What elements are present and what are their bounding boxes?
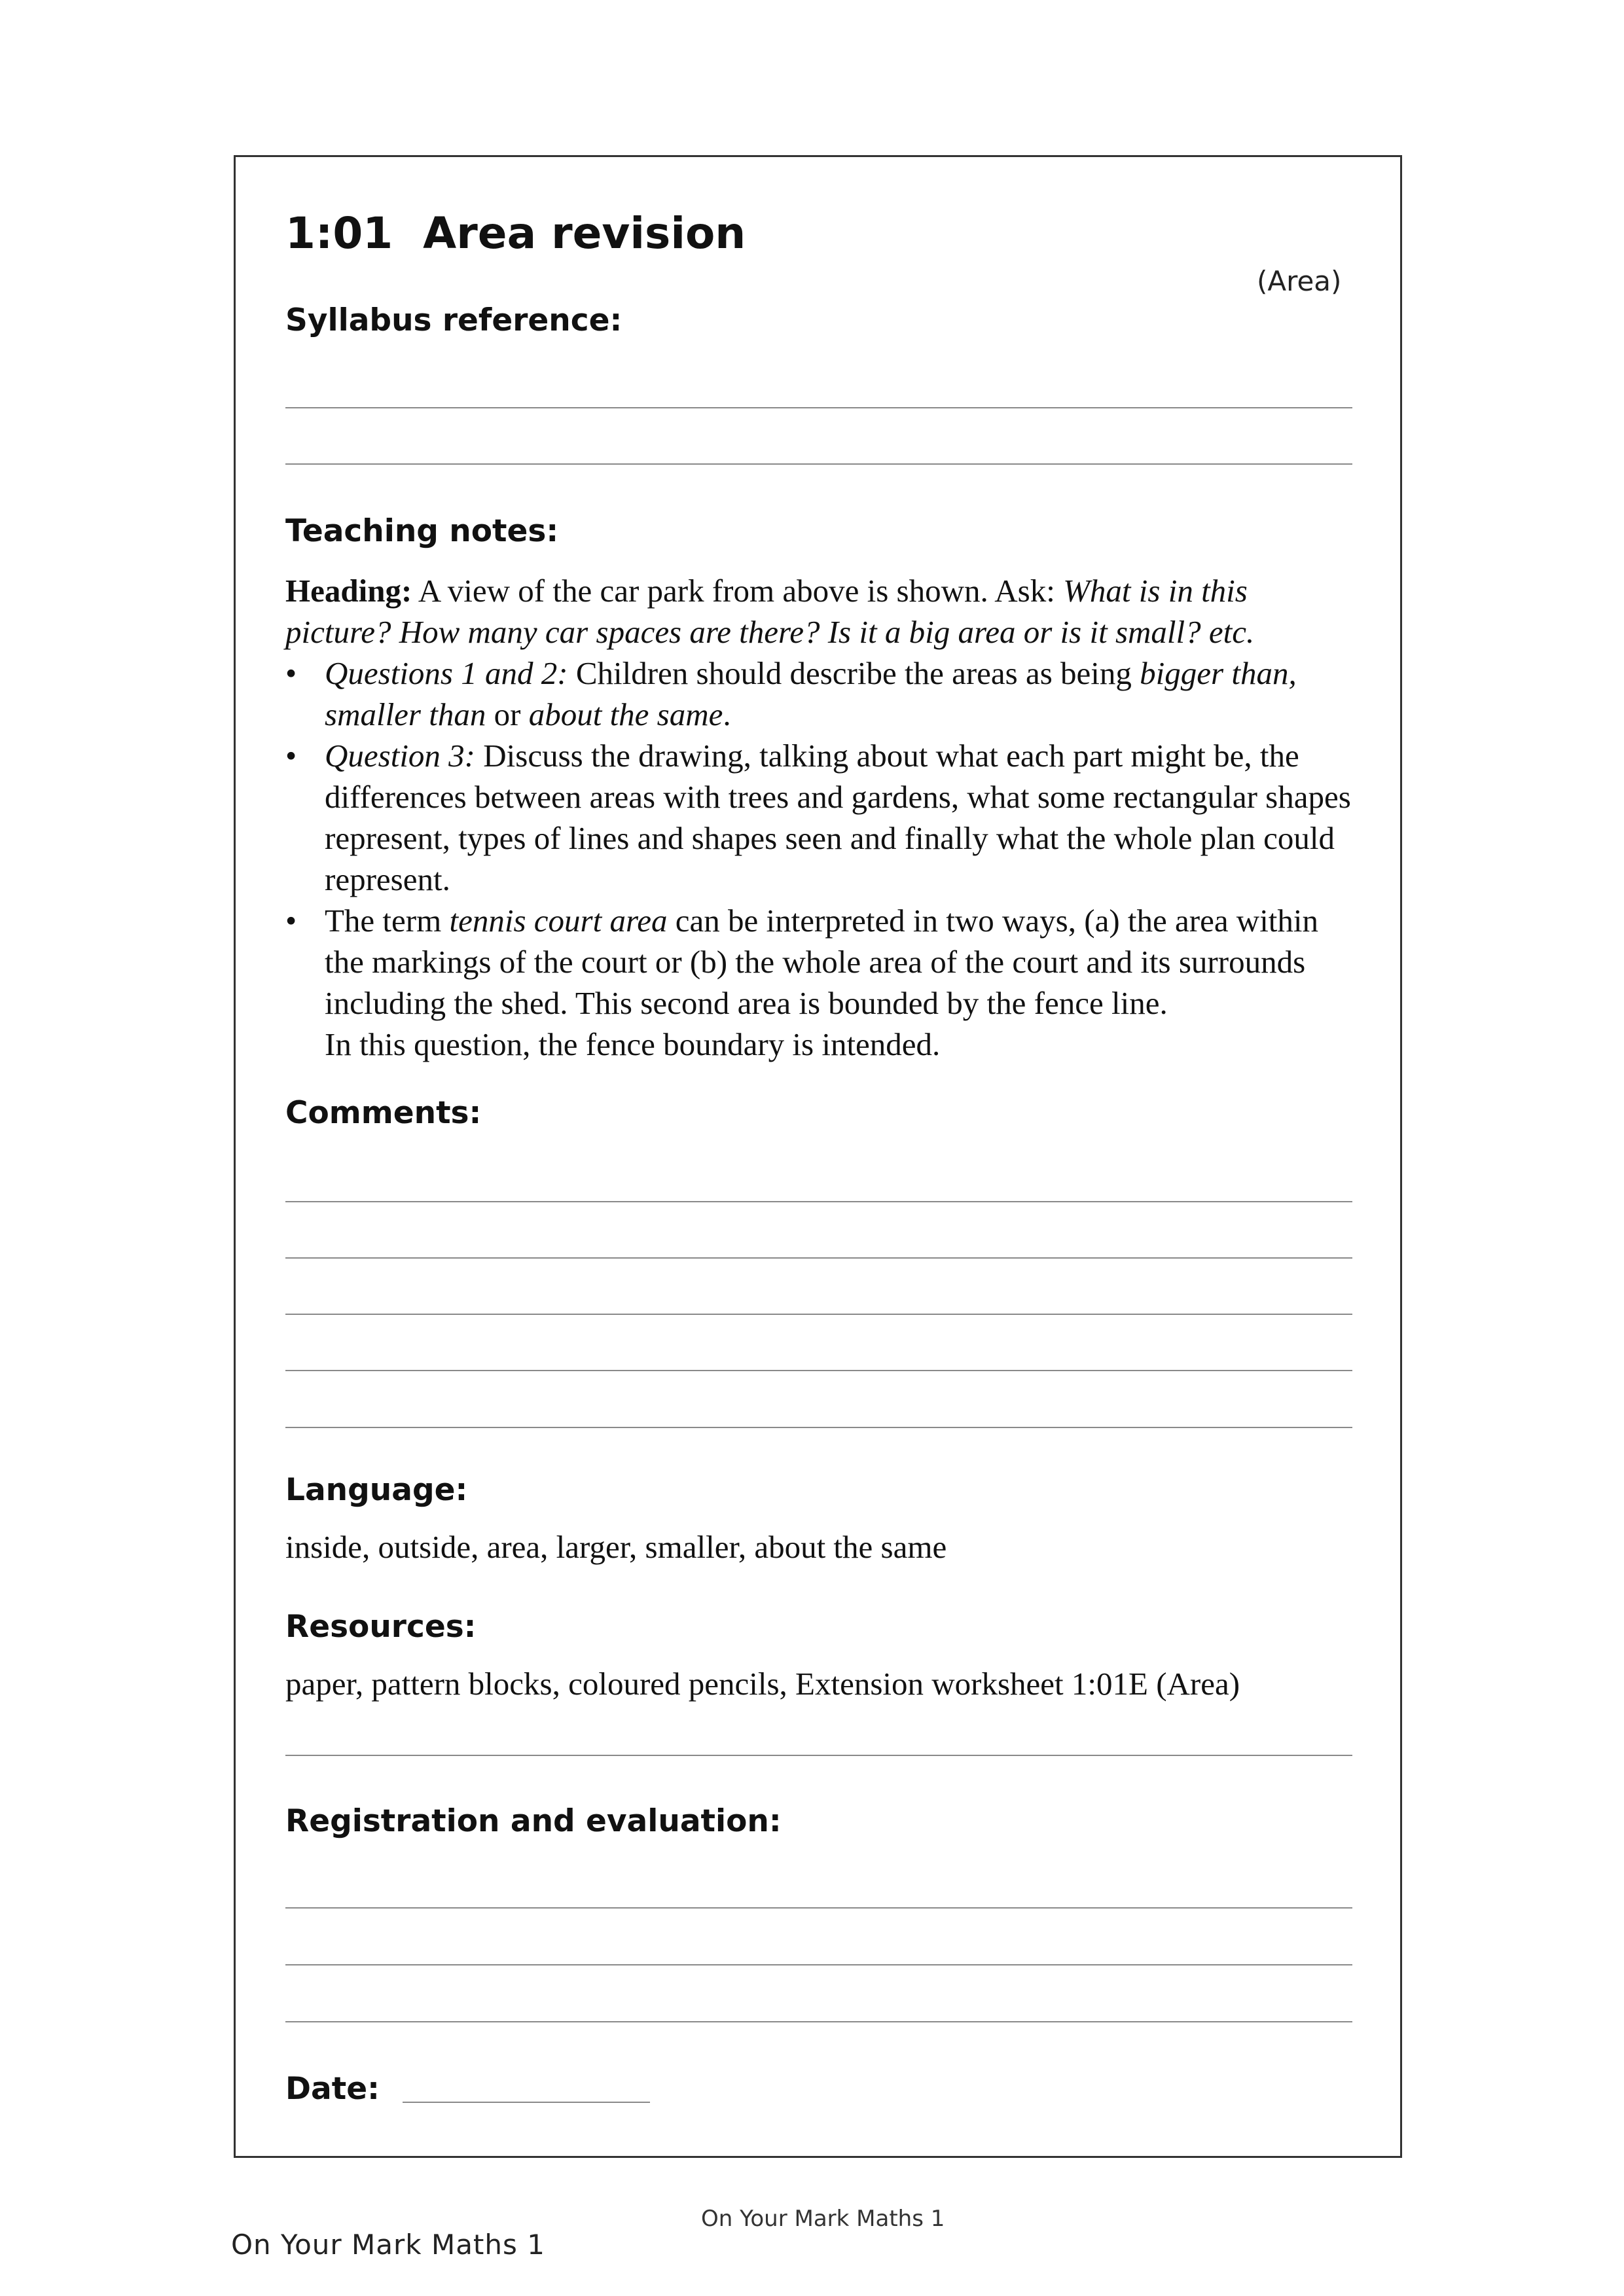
footer-left: On Your Mark Maths 1: [231, 2229, 545, 2261]
bullet-italic: bigger than, smaller than: [325, 655, 1297, 732]
page-frame: [234, 155, 1402, 2158]
comments-line-1[interactable]: [285, 1201, 1352, 1202]
comments-line-3[interactable]: [285, 1314, 1352, 1315]
bullet-lead: Questions 1 and 2:: [325, 655, 568, 691]
intro-text: A view of the car park from above is shown. Ask:: [412, 573, 1064, 609]
registration-line-2[interactable]: [285, 1964, 1352, 1965]
bullet-icon: •: [285, 655, 297, 691]
intro-label: Heading:: [285, 573, 412, 609]
resources-heading: Resources:: [285, 1609, 477, 1645]
list-item: [285, 653, 1359, 735]
comments-heading: Comments:: [285, 1095, 482, 1131]
list-item: [285, 900, 1359, 1065]
intro-paragraph: [285, 570, 1359, 653]
registration-line-1[interactable]: [285, 1907, 1352, 1909]
resources-text: paper, pattern blocks, coloured pencils, Extension worksheet 1:01E (Area): [285, 1666, 1240, 1702]
language-heading: Language:: [285, 1472, 468, 1508]
bullet-text: can be interpreted in two ways, (a) the area within the markings of the court or (b) the whole area of the court and its surrounds including the shed. This second area is bounded by the fence line.: [325, 903, 1319, 1021]
bullet-extra: In this question, the fence boundary is intended.: [325, 1026, 941, 1062]
lesson-title: Area revision: [423, 208, 746, 259]
resources-line[interactable]: [285, 1755, 1352, 1756]
date-field-line[interactable]: [403, 2102, 650, 2103]
bullet-icon: •: [285, 903, 297, 939]
comments-line-4[interactable]: [285, 1370, 1352, 1371]
language-text: inside, outside, area, larger, smaller, about the same: [285, 1529, 947, 1565]
list-item: [285, 735, 1359, 900]
teaching-notes-heading: Teaching notes:: [285, 513, 559, 549]
bullet-italic: tennis court area: [449, 903, 668, 939]
registration-line-3[interactable]: [285, 2021, 1352, 2022]
bullet-text: Children should describe the areas as being: [568, 655, 1140, 691]
syllabus-line-1[interactable]: [285, 407, 1352, 408]
comments-line-2[interactable]: [285, 1257, 1352, 1259]
topic-tag: (Area): [1257, 265, 1342, 297]
syllabus-heading: Syllabus reference:: [285, 302, 623, 338]
registration-heading: Registration and evaluation:: [285, 1803, 782, 1839]
lesson-number: 1:01: [285, 208, 393, 259]
notes-list: [285, 653, 1359, 1065]
bullet-text: or: [486, 696, 529, 732]
footer-center: On Your Mark Maths 1: [701, 2206, 945, 2232]
bullet-text: The term: [325, 903, 450, 939]
comments-line-5[interactable]: [285, 1427, 1352, 1428]
teaching-notes-body: [285, 570, 1359, 1065]
date-label: Date:: [285, 2071, 380, 2107]
syllabus-line-2[interactable]: [285, 463, 1352, 465]
bullet-text: .: [723, 696, 731, 732]
bullet-italic: about the same: [528, 696, 723, 732]
bullet-text: Discuss the drawing, talking about what each part might be, the differences between areas with trees and gardens, what some rectangular shapes represent, types of lines and shapes seen and finally what the whole plan could represent.: [325, 738, 1351, 897]
bullet-lead: Question 3:: [325, 738, 475, 774]
page-title: [285, 208, 746, 259]
intro-questions: What is in this picture? How many car spaces are there? Is it a big area or is it small? etc.: [285, 573, 1255, 650]
bullet-icon: •: [285, 738, 297, 774]
